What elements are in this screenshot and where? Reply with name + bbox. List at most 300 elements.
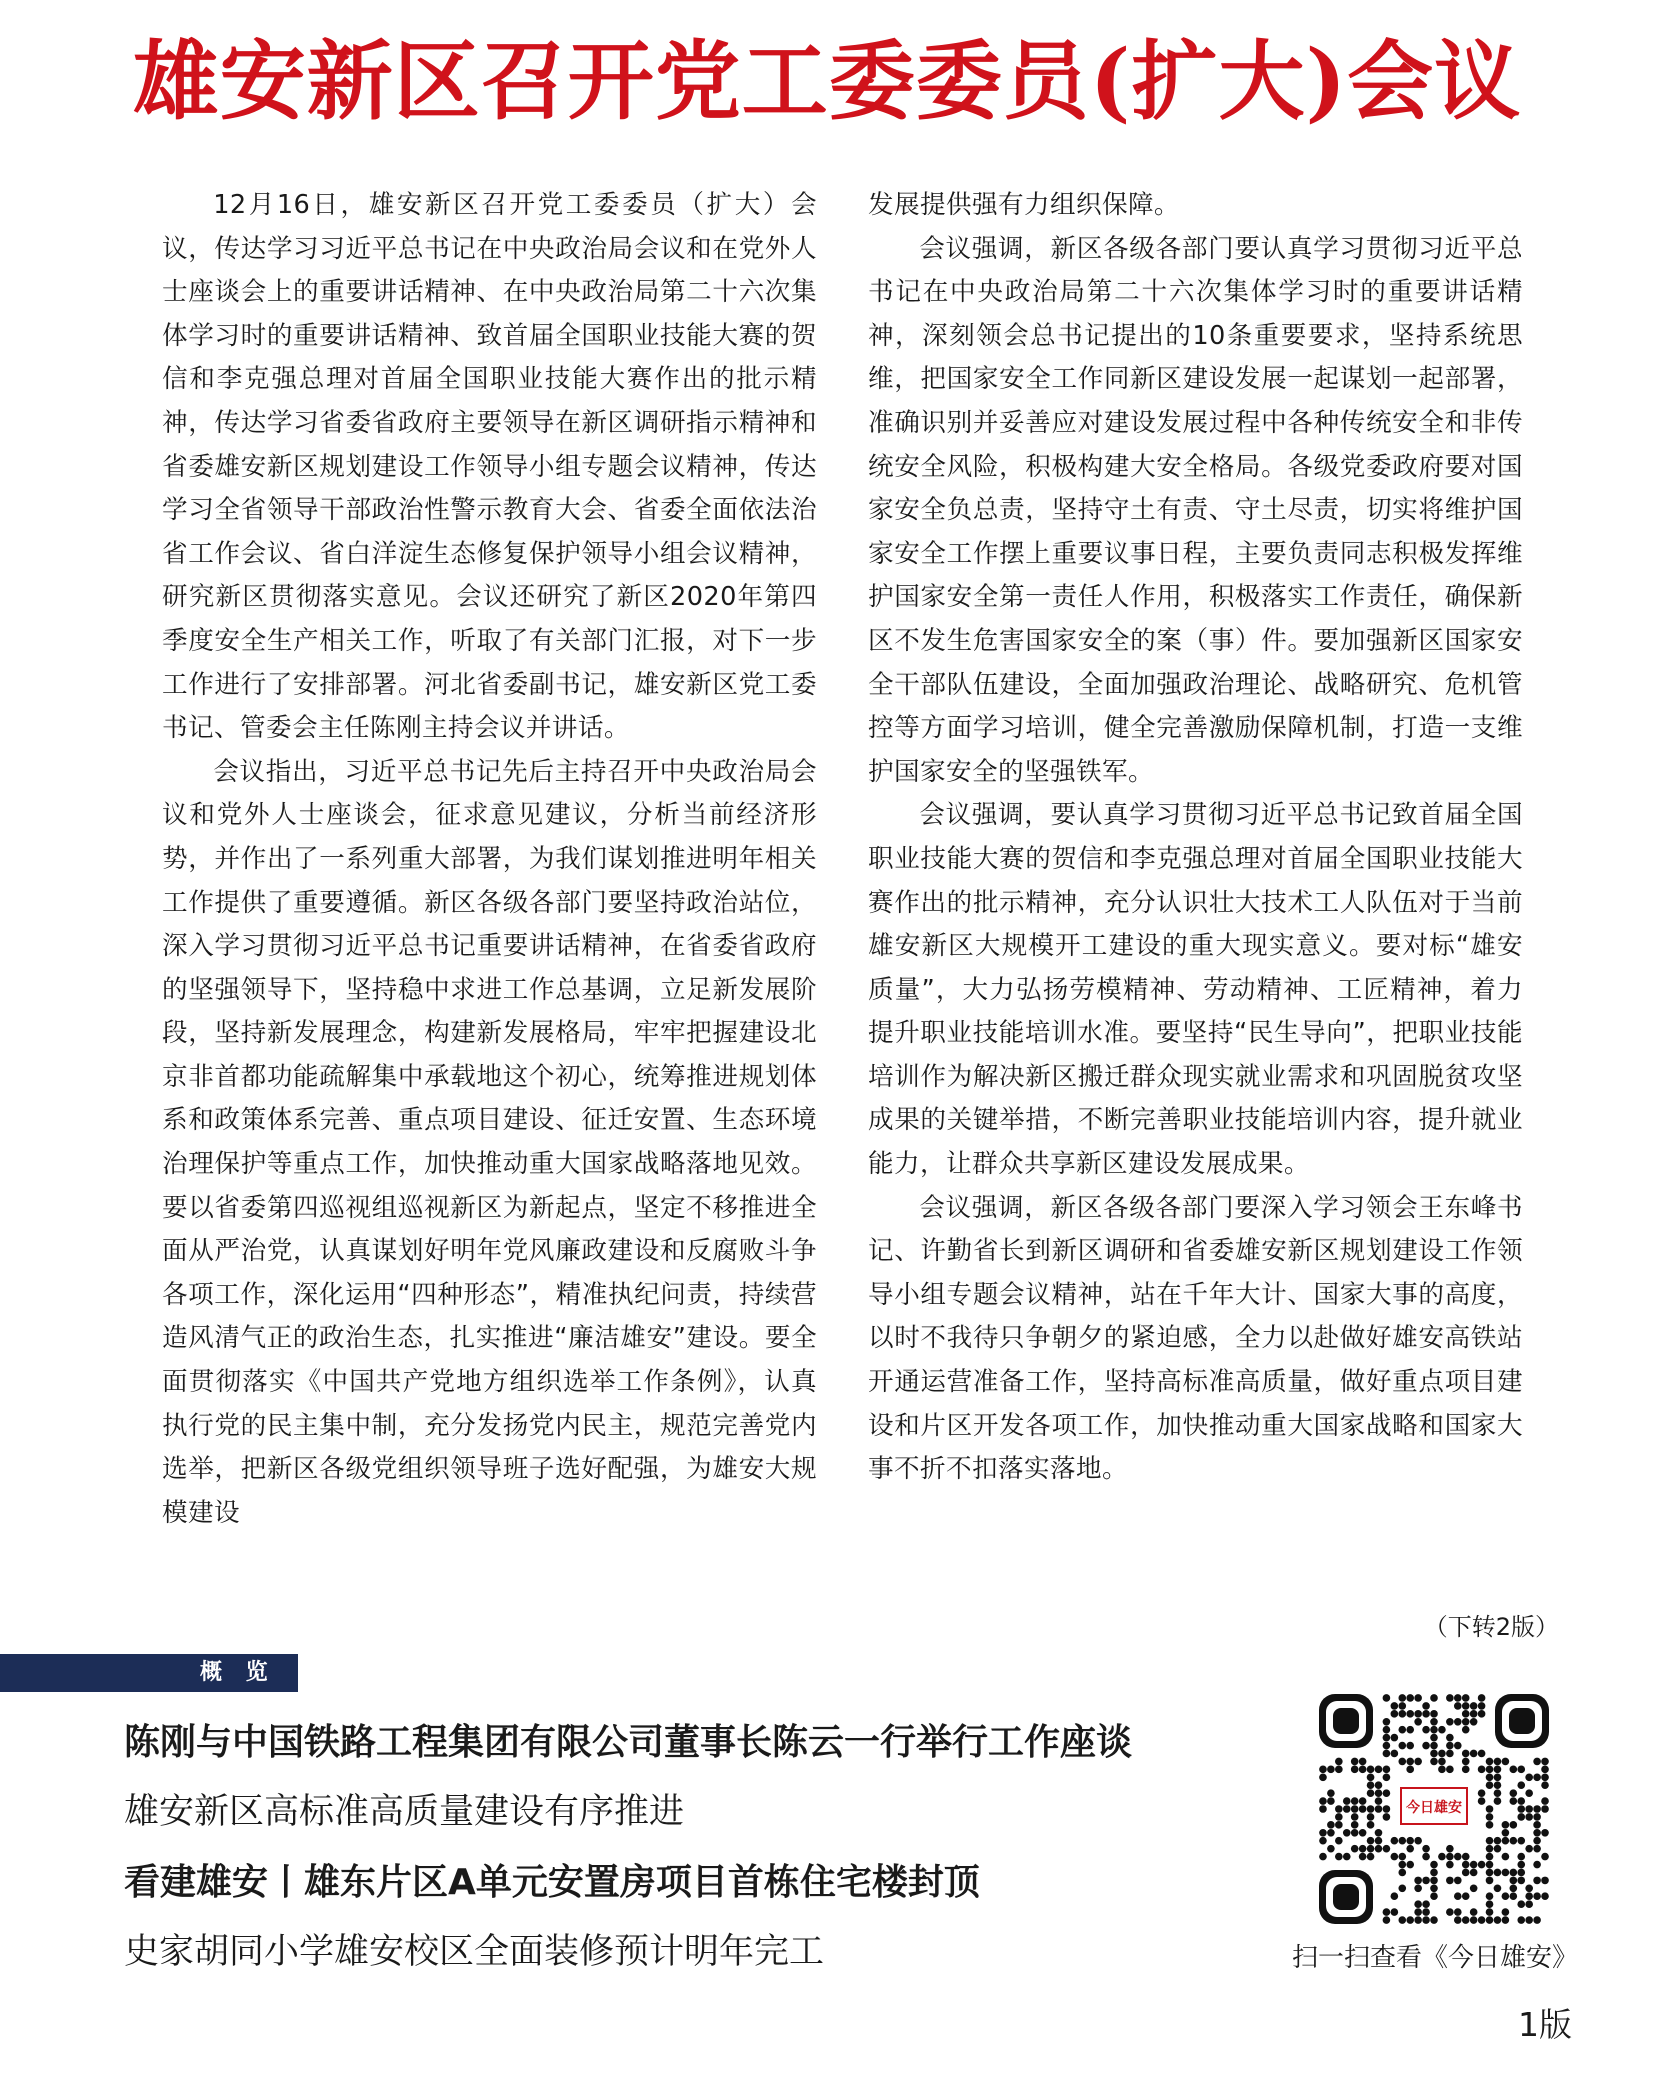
- qr-module: [1414, 1916, 1422, 1924]
- qr-module: [1541, 1877, 1549, 1885]
- qr-module: [1375, 1781, 1383, 1789]
- qr-module: [1494, 1781, 1502, 1789]
- qr-module: [1502, 1892, 1510, 1900]
- qr-module: [1486, 1900, 1494, 1908]
- qr-module: [1446, 1718, 1454, 1726]
- qr-module: [1398, 1885, 1406, 1893]
- qr-module: [1510, 1789, 1518, 1797]
- qr-module: [1422, 1853, 1430, 1861]
- qr-module: [1319, 1805, 1327, 1813]
- qr-module: [1343, 1805, 1351, 1813]
- qr-logo: [1401, 1788, 1467, 1824]
- qr-module: [1430, 1758, 1438, 1766]
- qr-module: [1486, 1877, 1494, 1885]
- qr-module: [1343, 1853, 1351, 1861]
- qr-module: [1391, 1853, 1399, 1861]
- qr-module: [1517, 1861, 1525, 1869]
- qr-module: [1502, 1916, 1510, 1924]
- qr-module: [1494, 1758, 1502, 1766]
- qr-module: [1486, 1853, 1494, 1861]
- article-paragraph: 会议指出，习近平总书记先后主持召开中央政治局会议和党外人士座谈会，征求意见建议，分析当前经济形势，并作出了一系列重大部署，为我们谋划推进明年相关工作提供了重要遵循。新区各级各部门要坚持政治站位，深入学习贯彻习近平总书记重要讲话精神，在省委省政府的坚强领导下，坚持稳中求进工作总基调，立足新发展阶段，坚持新发展理念，构建新发展格局，牢牢把握建设北京非首都功能疏解集中承载地这个初心，统筹推进规划体系和政策体系完善、重点项目建设、征迁安置、生态环境治理保护等重点工作，加快推动重大国家战略落地见效。要以省委第四巡视组巡视新区为新起点，坚定不移推进全面从严治党，认真谋划好明年党风廉政建设和反腐败斗争各项工作，深化运用“四种形态”，精准执纪问责，持续营造风清气正的政治生态，扎实推进“廉洁雄安”建设。要全面贯彻落实《中国共产党地方组织选举工作条例》，认真执行党的民主集中制，充分发扬党内民主，规范完善党内选举，把新区各级党组织领导班子选好配强，为雄安大规模建设: [162, 756, 817, 1528]
- qr-module: [1494, 1766, 1502, 1774]
- qr-module: [1533, 1892, 1541, 1900]
- qr-module: [1486, 1773, 1494, 1781]
- qr-module: [1462, 1869, 1470, 1877]
- qr-module: [1414, 1908, 1422, 1916]
- qr-module: [1478, 1702, 1486, 1710]
- qr-module: [1375, 1837, 1383, 1845]
- qr-module: [1486, 1821, 1494, 1829]
- qr-module: [1383, 1726, 1391, 1734]
- qr-module: [1494, 1916, 1502, 1924]
- qr-module: [1398, 1726, 1406, 1734]
- qr-module: [1510, 1885, 1518, 1893]
- qr-caption: 扫一扫查看《今日雄安》: [1291, 1943, 1578, 1973]
- qr-module: [1367, 1821, 1375, 1829]
- qr-module: [1375, 1805, 1383, 1813]
- qr-module: [1367, 1766, 1375, 1774]
- qr-module: [1422, 1877, 1430, 1885]
- qr-module: [1430, 1718, 1438, 1726]
- qr-module: [1391, 1837, 1399, 1845]
- qr-module: [1470, 1718, 1478, 1726]
- qr-module: [1462, 1916, 1470, 1924]
- qr-module: [1533, 1773, 1541, 1781]
- qr-module: [1406, 1726, 1414, 1734]
- qr-module: [1502, 1837, 1510, 1845]
- summary-headline[interactable]: 雄安新区高标准高质量建设有序推进: [124, 1792, 685, 1832]
- qr-module: [1406, 1742, 1414, 1750]
- qr-module: [1541, 1805, 1549, 1813]
- qr-module: [1478, 1789, 1486, 1797]
- qr-module: [1414, 1694, 1422, 1702]
- qr-module: [1367, 1789, 1375, 1797]
- qr-module: [1525, 1885, 1533, 1893]
- qr-module: [1533, 1845, 1541, 1853]
- qr-module: [1510, 1869, 1518, 1877]
- qr-module: [1486, 1805, 1494, 1813]
- qr-module: [1438, 1766, 1446, 1774]
- qr-module: [1367, 1837, 1375, 1845]
- qr-finder-top-left: [1319, 1694, 1373, 1748]
- qr-module: [1375, 1789, 1383, 1797]
- qr-module: [1430, 1726, 1438, 1734]
- qr-module: [1414, 1900, 1422, 1908]
- qr-module: [1351, 1829, 1359, 1837]
- qr-module: [1478, 1694, 1486, 1702]
- qr-module: [1414, 1877, 1422, 1885]
- qr-module: [1446, 1766, 1454, 1774]
- qr-module: [1462, 1758, 1470, 1766]
- qr-module: [1462, 1892, 1470, 1900]
- qr-module: [1541, 1766, 1549, 1774]
- qr-module: [1398, 1916, 1406, 1924]
- qr-module: [1478, 1916, 1486, 1924]
- qr-module: [1462, 1710, 1470, 1718]
- qr-module: [1478, 1861, 1486, 1869]
- qr-module: [1351, 1813, 1359, 1821]
- qr-module: [1351, 1845, 1359, 1853]
- qr-module: [1414, 1837, 1422, 1845]
- qr-module: [1462, 1861, 1470, 1869]
- qr-module: [1430, 1916, 1438, 1924]
- qr-module: [1494, 1869, 1502, 1877]
- qr-module: [1454, 1702, 1462, 1710]
- article-paragraph: 发展提供强有力组织保障。: [868, 190, 1180, 220]
- qr-module: [1398, 1702, 1406, 1710]
- qr-module: [1446, 1742, 1454, 1750]
- qr-module: [1398, 1869, 1406, 1877]
- qr-module: [1335, 1766, 1343, 1774]
- qr-module: [1462, 1750, 1470, 1758]
- qr-module: [1478, 1750, 1486, 1758]
- qr-module: [1446, 1734, 1454, 1742]
- qr-module: [1510, 1877, 1518, 1885]
- continued-note: （下转2版）: [1423, 1613, 1559, 1641]
- qr-module: [1486, 1916, 1494, 1924]
- qr-module: [1422, 1845, 1430, 1853]
- qr-module: [1430, 1861, 1438, 1869]
- qr-module: [1486, 1766, 1494, 1774]
- qr-module: [1406, 1694, 1414, 1702]
- qr-module: [1430, 1734, 1438, 1742]
- qr-module: [1454, 1877, 1462, 1885]
- qr-module: [1383, 1805, 1391, 1813]
- qr-module: [1406, 1861, 1414, 1869]
- qr-module: [1462, 1702, 1470, 1710]
- qr-module: [1398, 1742, 1406, 1750]
- qr-module: [1525, 1845, 1533, 1853]
- qr-module: [1375, 1797, 1383, 1805]
- qr-module: [1454, 1916, 1462, 1924]
- qr-module: [1446, 1845, 1454, 1853]
- qr-module: [1470, 1885, 1478, 1893]
- qr-module: [1351, 1766, 1359, 1774]
- qr-module: [1422, 1916, 1430, 1924]
- qr-module: [1398, 1853, 1406, 1861]
- qr-module: [1398, 1710, 1406, 1718]
- qr-module: [1351, 1797, 1359, 1805]
- qr-module: [1359, 1853, 1367, 1861]
- qr-module: [1422, 1908, 1430, 1916]
- qr-module: [1383, 1916, 1391, 1924]
- qr-module: [1383, 1694, 1391, 1702]
- qr-module: [1517, 1837, 1525, 1845]
- qr-module: [1335, 1813, 1343, 1821]
- qr-module: [1406, 1845, 1414, 1853]
- summary-headline[interactable]: 看建雄安丨雄东片区A单元安置房项目首栋住宅楼封顶: [124, 1862, 980, 1903]
- qr-module: [1494, 1845, 1502, 1853]
- qr-module: [1454, 1742, 1462, 1750]
- qr-module: [1351, 1758, 1359, 1766]
- qr-module: [1486, 1845, 1494, 1853]
- qr-module: [1391, 1734, 1399, 1742]
- qr-module: [1430, 1892, 1438, 1900]
- page-number: 1版: [1518, 2005, 1572, 2044]
- qr-module: [1462, 1726, 1470, 1734]
- article-column-right: [868, 184, 1523, 1492]
- qr-module: [1533, 1877, 1541, 1885]
- qr-module: [1319, 1766, 1327, 1774]
- qr-module: [1533, 1916, 1541, 1924]
- qr-module: [1422, 1726, 1430, 1734]
- qr-module: [1319, 1829, 1327, 1837]
- qr-module: [1462, 1853, 1470, 1861]
- qr-module: [1327, 1829, 1335, 1837]
- qr-module: [1359, 1829, 1367, 1837]
- qr-module: [1430, 1877, 1438, 1885]
- qr-module: [1533, 1829, 1541, 1837]
- qr-module: [1494, 1789, 1502, 1797]
- qr-module: [1517, 1877, 1525, 1885]
- qr-module: [1422, 1710, 1430, 1718]
- qr-module: [1533, 1813, 1541, 1821]
- qr-module: [1517, 1766, 1525, 1774]
- qr-module: [1454, 1718, 1462, 1726]
- qr-module: [1486, 1837, 1494, 1845]
- qr-module: [1375, 1845, 1383, 1853]
- qr-module: [1525, 1773, 1533, 1781]
- qr-module: [1367, 1853, 1375, 1861]
- qr-module: [1367, 1773, 1375, 1781]
- qr-module: [1510, 1837, 1518, 1845]
- qr-module: [1486, 1869, 1494, 1877]
- qr-module: [1517, 1813, 1525, 1821]
- qr-module: [1525, 1805, 1533, 1813]
- qr-module: [1398, 1837, 1406, 1845]
- qr-module: [1541, 1892, 1549, 1900]
- qr-module: [1406, 1916, 1414, 1924]
- summary-headline[interactable]: 史家胡同小学雄安校区全面装修预计明年完工: [124, 1932, 825, 1972]
- qr-module: [1406, 1766, 1414, 1774]
- qr-module: [1335, 1837, 1343, 1845]
- qr-module: [1517, 1797, 1525, 1805]
- qr-module: [1438, 1750, 1446, 1758]
- qr-module: [1510, 1821, 1518, 1829]
- qr-module: [1525, 1892, 1533, 1900]
- qr-module: [1494, 1885, 1502, 1893]
- qr-module: [1406, 1758, 1414, 1766]
- qr-module: [1533, 1861, 1541, 1869]
- qr-module: [1383, 1766, 1391, 1774]
- qr-module: [1383, 1773, 1391, 1781]
- qr-module: [1359, 1766, 1367, 1774]
- article-paragraph: 12月16日，雄安新区召开党工委委员（扩大）会议，传达学习习近平总书记在中央政治局会议和在党外人士座谈会上的重要讲话精神、在中央政治局第二十六次集体学习时的重要讲话精神、致首届全国职业技能大赛的贺信和李克强总理对首届全国职业技能大赛作出的批示精神，传达学习省委省政府主要领导在新区调研指示精神和省委雄安新区规划建设工作领导小组专题会议精神，传达学习全省领导干部政治性警示教育大会、省委全面依法治省工作会议、省白洋淀生态修复保护领导小组会议精神，研究新区贯彻落实意见。会议还研究了新区2020年第四季度安全生产相关工作，听取了有关部门汇报，对下一步工作进行了安排部署。河北省委副书记，雄安新区党工委书记、管委会主任陈刚主持会议并讲话。: [162, 190, 817, 744]
- qr-module: [1319, 1853, 1327, 1861]
- qr-module: [1510, 1892, 1518, 1900]
- qr-module: [1462, 1694, 1470, 1702]
- qr-finder-bottom-left: [1319, 1870, 1373, 1924]
- qr-module: [1541, 1781, 1549, 1789]
- qr-module: [1383, 1845, 1391, 1853]
- qr-module: [1438, 1853, 1446, 1861]
- qr-module: [1454, 1694, 1462, 1702]
- qr-module: [1470, 1710, 1478, 1718]
- qr-module: [1430, 1694, 1438, 1702]
- qr-module: [1351, 1821, 1359, 1829]
- qr-module: [1319, 1797, 1327, 1805]
- qr-module: [1517, 1805, 1525, 1813]
- qr-module: [1541, 1773, 1549, 1781]
- qr-module: [1486, 1908, 1494, 1916]
- qr-module: [1383, 1750, 1391, 1758]
- qr-module: [1375, 1766, 1383, 1774]
- qr-module: [1525, 1789, 1533, 1797]
- qr-module: [1533, 1758, 1541, 1766]
- qr-finder-top-right: [1495, 1694, 1549, 1748]
- article-paragraph: 会议强调，新区各级各部门要深入学习领会王东峰书记、许勤省长到新区调研和省委雄安新区规划建设工作领导小组专题会议精神，站在千年大计、国家大事的高度，以时不我待只争朝夕的紧迫感，全力以赴做好雄安高铁站开通运营准备工作，坚持高标准高质量，做好重点项目建设和片区开发各项工作，加快推动重大国家战略和国家大事不折不扣落实落地。: [868, 1192, 1523, 1485]
- qr-module: [1502, 1821, 1510, 1829]
- qr-module: [1533, 1837, 1541, 1845]
- qr-module: [1430, 1710, 1438, 1718]
- qr-module: [1470, 1861, 1478, 1869]
- qr-module: [1525, 1813, 1533, 1821]
- qr-module: [1517, 1900, 1525, 1908]
- qr-module: [1319, 1773, 1327, 1781]
- qr-module: [1391, 1710, 1399, 1718]
- qr-module: [1502, 1853, 1510, 1861]
- qr-module: [1470, 1916, 1478, 1924]
- article-paragraph: 会议强调，新区各级各部门要认真学习贯彻习近平总书记在中央政治局第二十六次集体学习时的重要讲话精神，深刻领会总书记提出的10条重要要求，坚持系统思维，把国家安全工作同新区建设发展一起谋划一起部署，准确识别并妥善应对建设发展过程中各种传统安全和非传统安全风险，积极构建大安全格局。各级党委政府要对国家安全负总责，坚持守土有责、守土尽责，切实将维护国家安全工作摆上重要议事日程，主要负责同志积极发挥维护国家安全第一责任人作用，积极落实工作责任，确保新区不发生危害国家安全的案（事）件。要加强新区国家安全干部队伍建设，全面加强政治理论、战略研究、危机管控等方面学习培训，健全完善激励保障机制，打造一支维护国家安全的坚强铁军。: [868, 233, 1523, 787]
- qr-module: [1359, 1845, 1367, 1853]
- qr-module: [1398, 1861, 1406, 1869]
- qr-module: [1414, 1758, 1422, 1766]
- qr-module: [1486, 1892, 1494, 1900]
- qr-module: [1525, 1916, 1533, 1924]
- qr-module: [1422, 1702, 1430, 1710]
- qr-module: [1486, 1781, 1494, 1789]
- qr-module: [1391, 1892, 1399, 1900]
- qr-module: [1383, 1718, 1391, 1726]
- qr-module: [1327, 1845, 1335, 1853]
- qr-code[interactable]: [1313, 1688, 1555, 1930]
- qr-module: [1462, 1718, 1470, 1726]
- qr-module: [1319, 1837, 1327, 1845]
- qr-module: [1446, 1877, 1454, 1885]
- qr-module: [1517, 1853, 1525, 1861]
- qr-module: [1367, 1813, 1375, 1821]
- article-paragraph: 会议强调，要认真学习贯彻习近平总书记致首届全国职业技能大赛的贺信和李克强总理对首届全国职业技能大赛作出的批示精神，充分认识壮大技术工人队伍对于当前雄安新区大规模开工建设的重大现实意义。要对标“雄安质量”，大力弘扬劳模精神、劳动精神、工匠精神，着力提升职业技能培训水准。要坚持“民生导向”，把职业技能培训作为解决新区搬迁群众现实就业需求和巩固脱贫攻坚成果的关键举措，不断完善职业技能培训内容，提升就业能力，让群众共享新区建设发展成果。: [868, 800, 1523, 1180]
- qr-module: [1327, 1766, 1335, 1774]
- qr-module: [1438, 1758, 1446, 1766]
- qr-module: [1414, 1710, 1422, 1718]
- qr-module: [1454, 1853, 1462, 1861]
- qr-module: [1383, 1742, 1391, 1750]
- qr-module: [1343, 1829, 1351, 1837]
- svg-text:今日雄安: 今日雄安: [1406, 1800, 1462, 1816]
- qr-module: [1398, 1694, 1406, 1702]
- qr-module: [1517, 1869, 1525, 1877]
- qr-module: [1478, 1710, 1486, 1718]
- qr-module: [1470, 1750, 1478, 1758]
- qr-module: [1502, 1758, 1510, 1766]
- qr-module: [1517, 1781, 1525, 1789]
- headline: 雄安新区召开党工委委员(扩大)会议: [132, 31, 1522, 132]
- qr-module: [1446, 1750, 1454, 1758]
- qr-module: [1446, 1908, 1454, 1916]
- qr-module: [1391, 1702, 1399, 1710]
- qr-module: [1327, 1797, 1335, 1805]
- qr-module: [1446, 1853, 1454, 1861]
- qr-module: [1541, 1829, 1549, 1837]
- qr-module: [1533, 1821, 1541, 1829]
- qr-module: [1359, 1805, 1367, 1813]
- qr-module: [1510, 1766, 1518, 1774]
- qr-module: [1383, 1789, 1391, 1797]
- qr-module: [1486, 1861, 1494, 1869]
- qr-module: [1486, 1758, 1494, 1766]
- qr-module: [1383, 1813, 1391, 1821]
- qr-module: [1367, 1805, 1375, 1813]
- qr-module: [1478, 1797, 1486, 1805]
- qr-module: [1327, 1821, 1335, 1829]
- overview-section-label: 概 览: [200, 1660, 276, 1685]
- qr-module: [1446, 1694, 1454, 1702]
- qr-module: [1351, 1805, 1359, 1813]
- qr-module: [1430, 1885, 1438, 1893]
- qr-module: [1383, 1734, 1391, 1742]
- qr-module: [1422, 1742, 1430, 1750]
- qr-module: [1470, 1869, 1478, 1877]
- qr-module: [1446, 1861, 1454, 1869]
- summary-headline[interactable]: 陈刚与中国铁路工程集团有限公司董事长陈云一行举行工作座谈: [124, 1722, 1133, 1763]
- qr-module: [1470, 1702, 1478, 1710]
- qr-module: [1343, 1797, 1351, 1805]
- qr-module: [1525, 1900, 1533, 1908]
- qr-module: [1414, 1718, 1422, 1726]
- qr-module: [1470, 1908, 1478, 1916]
- qr-module: [1422, 1900, 1430, 1908]
- qr-module: [1502, 1908, 1510, 1916]
- qr-module: [1398, 1758, 1406, 1766]
- qr-module: [1406, 1710, 1414, 1718]
- qr-module: [1430, 1750, 1438, 1758]
- qr-module: [1486, 1813, 1494, 1821]
- qr-module: [1359, 1758, 1367, 1766]
- qr-module: [1541, 1797, 1549, 1805]
- qr-module: [1335, 1821, 1343, 1829]
- qr-module: [1335, 1805, 1343, 1813]
- qr-module: [1335, 1853, 1343, 1861]
- qr-module: [1335, 1758, 1343, 1766]
- qr-module: [1454, 1908, 1462, 1916]
- qr-module: [1541, 1853, 1549, 1861]
- qr-module: [1367, 1845, 1375, 1853]
- qr-module: [1494, 1773, 1502, 1781]
- qr-module: [1438, 1726, 1446, 1734]
- qr-module: [1533, 1805, 1541, 1813]
- qr-module: [1502, 1829, 1510, 1837]
- qr-module: [1391, 1908, 1399, 1916]
- qr-module: [1454, 1892, 1462, 1900]
- qr-module: [1430, 1869, 1438, 1877]
- qr-module: [1391, 1750, 1399, 1758]
- qr-module: [1502, 1869, 1510, 1877]
- qr-module: [1462, 1766, 1470, 1774]
- qr-module: [1494, 1837, 1502, 1845]
- qr-module: [1541, 1758, 1549, 1766]
- qr-module: [1406, 1837, 1414, 1845]
- qr-module: [1494, 1797, 1502, 1805]
- qr-module: [1510, 1797, 1518, 1805]
- qr-module: [1478, 1766, 1486, 1774]
- qr-module: [1517, 1916, 1525, 1924]
- qr-module: [1430, 1742, 1438, 1750]
- qr-module: [1367, 1781, 1375, 1789]
- qr-module: [1414, 1885, 1422, 1893]
- qr-module: [1383, 1908, 1391, 1916]
- article-column-left: [162, 184, 817, 1535]
